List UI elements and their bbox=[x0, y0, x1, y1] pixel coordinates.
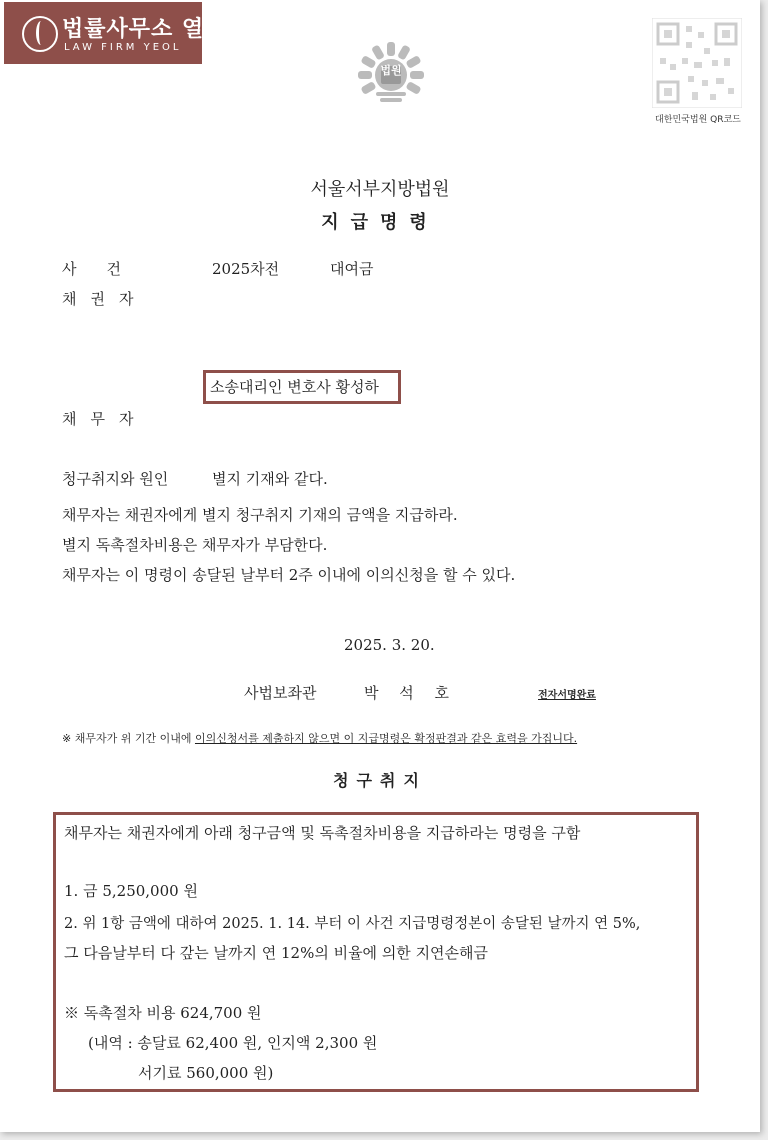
order-line-3: 채무자는 이 명령이 송달된 날부터 2주 이내에 이의신청을 할 수 있다. bbox=[62, 566, 516, 584]
logo-korean-text: 법률사무소 열 bbox=[62, 17, 205, 42]
claim-cause-value: 별지 기재와 같다. bbox=[212, 470, 328, 488]
debtor-label: 채무자 bbox=[62, 410, 148, 428]
claim-cause-label: 청구취지와 원인 bbox=[62, 470, 169, 488]
flame-icon bbox=[22, 16, 58, 52]
order-line-2: 별지 독촉절차비용은 채무자가 부담한다. bbox=[62, 536, 328, 554]
order-line-1: 채무자는 채권자에게 별지 청구취지 기재의 금액을 지급하라. bbox=[62, 506, 458, 524]
order-date: 2025. 3. 20. bbox=[344, 636, 435, 654]
notice-underlined: 이의신청서를 제출하지 않으면 이 지급명령은 확정판결과 같은 효력을 가집니다. bbox=[194, 732, 578, 745]
qr-code-icon bbox=[652, 18, 742, 108]
official-name: 박 석 호 bbox=[364, 684, 458, 702]
court-emblem-icon bbox=[356, 40, 426, 110]
cost-breakdown-2: 서기료 560,000 원) bbox=[138, 1064, 274, 1082]
case-label: 사건 bbox=[62, 260, 151, 278]
creditor-agent: 소송대리인 변호사 황성하 bbox=[210, 378, 379, 396]
notice-prefix: ※ 채무자가 위 기간 이내에 bbox=[62, 732, 195, 745]
document-title: 지급명령 bbox=[321, 212, 439, 233]
cost-breakdown-1: (내역 : 송달료 62,400 원, 인지액 2,300 원 bbox=[88, 1034, 378, 1052]
claim-item-1: 1. 금 5,250,000 원 bbox=[64, 882, 198, 900]
logo-english-text: LAW FIRM YEOL bbox=[64, 42, 182, 53]
notice-text bbox=[62, 730, 577, 746]
claim-item-2a: 2. 위 1항 금액에 대하여 2025. 1. 14. 부터 이 사건 지급명령정본이 송달된 날까지 연 5%, bbox=[64, 916, 641, 932]
cost-total: ※ 독촉절차 비용 624,700 원 bbox=[64, 1004, 262, 1022]
court-name: 서울서부지방법원 bbox=[310, 179, 450, 200]
emblem-label: 법원 bbox=[380, 64, 402, 77]
law-firm-logo bbox=[4, 2, 205, 64]
claim-item-2b: 그 다음날부터 다 갚는 날까지 연 12%의 비율에 의한 지연손해금 bbox=[64, 944, 489, 962]
official-title: 사법보좌관 bbox=[244, 684, 317, 702]
claims-title: 청구취지 bbox=[333, 771, 427, 790]
claims-intro: 채무자는 채권자에게 아래 청구금액 및 독촉절차비용을 지급하라는 명령을 구함 bbox=[64, 824, 581, 842]
e-signature-stamp: 전자서명완료 bbox=[538, 690, 596, 701]
case-number: 2025차전 bbox=[212, 260, 280, 278]
case-type: 대여금 bbox=[330, 260, 374, 278]
creditor-label: 채권자 bbox=[62, 290, 148, 308]
qr-code-label: 대한민국법원 QR코드 bbox=[655, 115, 741, 125]
